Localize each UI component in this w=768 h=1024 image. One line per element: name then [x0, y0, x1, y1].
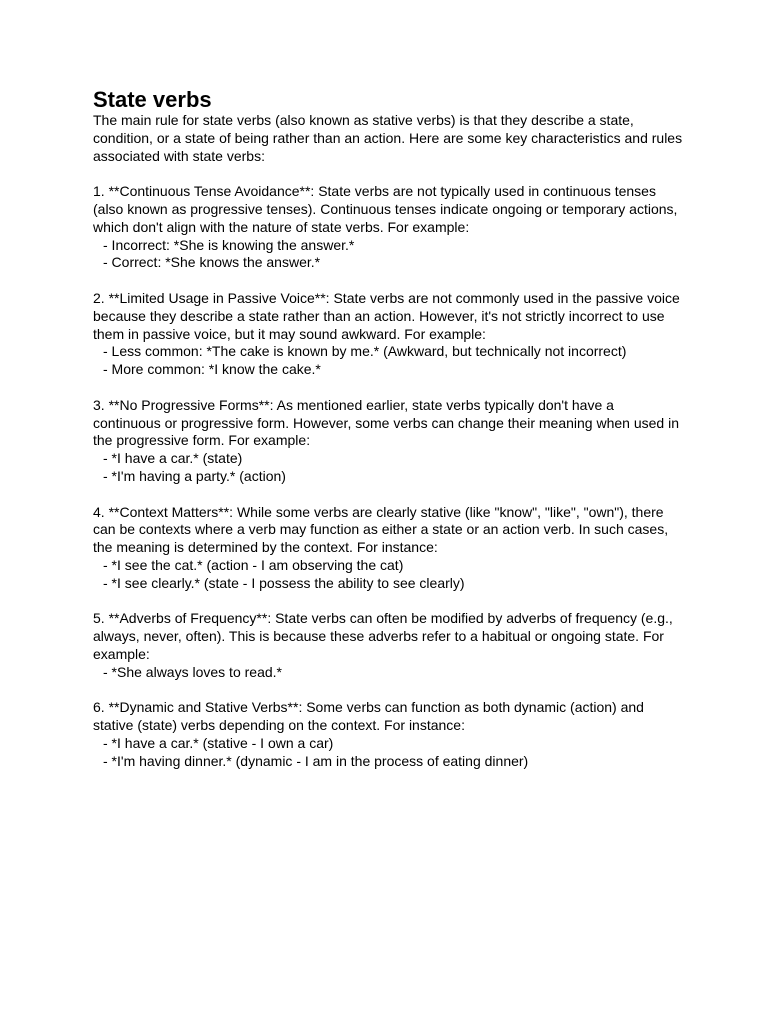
- page-title: State verbs: [93, 87, 212, 112]
- example-line: - *She always loves to read.*: [103, 663, 282, 680]
- example-line: - More common: *I know the cake.*: [103, 361, 321, 378]
- section-text: 2. **Limited Usage in Passive Voice**: State verbs are not commonly used in the passive voice because they describe a state rather than an action. However, it's not strictly incorrect to use them in passive voice, but it may sound awkward. For example:: [93, 289, 684, 342]
- section-1: [93, 183, 683, 272]
- intro-paragraph: The main rule for state verbs (also known as stative verbs) is that they describe a state, condition, or a state of being rather than an action. Here are some key characteristics and rules associated with state verbs:: [93, 112, 686, 164]
- spacer: [93, 165, 683, 183]
- section-text: 6. **Dynamic and Stative Verbs**: Some verbs can function as both dynamic (action) and stative (state) verbs depending on the context. For instance:: [93, 699, 648, 734]
- section-2: [93, 290, 683, 379]
- example-line: - *I see the cat.* (action - I am observing the cat): [103, 556, 404, 573]
- example-line: - Correct: *She knows the answer.*: [103, 254, 321, 271]
- section-text: 3. **No Progressive Forms**: As mentioned earlier, state verbs typically don't have a continuous or progressive form. However, some verbs can change their meaning when used in the progressive form. For example:: [93, 396, 683, 449]
- section-text: 5. **Adverbs of Frequency**: State verbs can often be modified by adverbs of frequency (e.g., always, never, often). This is because these adverbs refer to a habitual or ongoing state. For example:: [93, 610, 677, 662]
- example-line: - *I have a car.* (state): [103, 450, 243, 467]
- section-text: 1. **Continuous Tense Avoidance**: State verbs are not typically used in continuous tenses (also known as progressive tenses). Continuous tenses indicate ongoing or temporary actions, which don't align with the nature of state verbs. For example:: [93, 183, 682, 235]
- spacer: [93, 682, 683, 700]
- spacer: [93, 379, 683, 397]
- section-6: [93, 699, 683, 770]
- section-4: [93, 504, 683, 593]
- section-5: [93, 610, 683, 681]
- section-text: 4. **Context Matters**: While some verbs are clearly stative (like "know", "like", "own"), there can be contexts where a verb may function as either a state or an action verb. In such cases, the meaning is determined by the context. For instance:: [93, 503, 672, 556]
- document-page: [93, 87, 686, 770]
- example-line: - *I'm having dinner.* (dynamic - I am in the process of eating dinner): [103, 752, 529, 769]
- example-line: - *I see clearly.* (state - I possess the ability to see clearly): [103, 574, 465, 591]
- spacer: [93, 593, 683, 611]
- example-line: - *I'm having a party.* (action): [103, 467, 286, 484]
- example-line: - Incorrect: *She is knowing the answer.*: [103, 236, 355, 253]
- spacer: [93, 272, 683, 290]
- example-line: - Less common: *The cake is known by me.* (Awkward, but technically not incorrect): [103, 343, 627, 360]
- spacer: [93, 486, 683, 504]
- section-3: [93, 397, 683, 486]
- example-line: - *I have a car.* (stative - I own a car): [103, 734, 334, 751]
